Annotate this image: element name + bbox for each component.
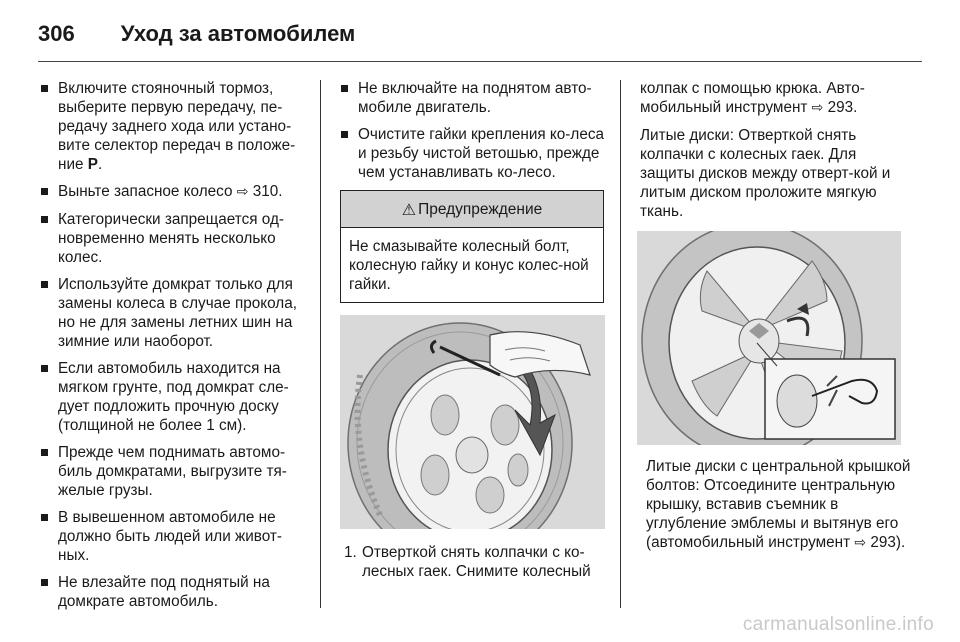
list-item: Включите стояночный тормоз, выберите первую передачу, пе-редачу заднего хода или устано-вите селектор передач в положе-ние P.: [40, 79, 308, 174]
warning-header: [341, 191, 603, 228]
warning-title: Предупреждение: [418, 200, 543, 218]
header-divider: [38, 61, 922, 62]
list-item: В вывешенном автомобиле не должно быть людей или живот-ных.: [40, 508, 308, 565]
warning-triangle-icon: ⚠: [401, 199, 417, 219]
list-item: Используйте домкрат только для замены колеса в случае прокола, но не для замены летних шин на зимние или наоборот.: [40, 275, 308, 351]
wheel-hubcap-hook-drawing: [340, 315, 605, 529]
page-header: [38, 14, 355, 54]
list-item: Очистите гайки крепления ко-леса и резьбу чистой ветошью, прежде чем устанавливать ко-лесо.: [340, 125, 608, 182]
alloy-wheel-drawing: [637, 231, 901, 445]
paragraph: колпак с помощью крюка. Авто-мобильный инструмент ⇨ 293.: [640, 80, 865, 116]
precautions-list: [40, 79, 308, 611]
figure-caption: Литые диски с центральной крышкой болтов: Отсоедините центральную крышку, вставив съемник в углубление эмблемы и вытянув его (автомобильный инструмент ⇨ 293).: [646, 458, 911, 551]
step-item: [340, 543, 608, 581]
column-right: [640, 79, 912, 561]
procedure-steps: [340, 543, 608, 581]
watermark: carmanualsonline.info: [742, 614, 934, 635]
column-divider-2: [620, 80, 621, 608]
warning-box: [340, 190, 604, 303]
paragraph: Литые диски: Отверткой снять колпачки с колесных гаек. Для защиты дисков между отверт-кой и литым диском проложите мягкую ткань.: [640, 127, 891, 220]
page-title: Уход за автомобилем: [120, 21, 356, 46]
column-divider-1: [320, 80, 321, 608]
page-reference-link[interactable]: 293.: [827, 99, 858, 116]
page-reference-icon: ⇨: [854, 535, 867, 551]
gear-letter: P: [87, 156, 98, 173]
page-reference-icon: ⇨: [236, 184, 249, 200]
page-number: 306: [38, 21, 75, 46]
list-item: Не влезайте под поднятый на домкрате автомобиль.: [40, 573, 308, 611]
page-reference-icon: ⇨: [811, 100, 824, 116]
step-text: Отверткой снять колпачки с ко-лесных гаек. Снимите колесный: [362, 544, 591, 580]
column-middle: [340, 79, 608, 581]
step-number: 1.: [344, 544, 357, 561]
warning-text: Не смазывайте колесный болт, колесную гайку и конус колес-ной гайки.: [349, 238, 589, 293]
precautions-list-continued: [340, 79, 608, 182]
page-reference-link[interactable]: 293).: [870, 534, 906, 551]
list-item: Не включайте на поднятом авто-мобиле двигатель.: [340, 79, 608, 117]
page-reference-link[interactable]: 310.: [252, 183, 283, 200]
list-item: Если автомобиль находится на мягком грунте, под домкрат сле-дует подложить прочную доску (толщиной не более 1 см).: [40, 359, 308, 435]
list-item: Категорически запрещается од-новременно менять несколько колес.: [40, 210, 308, 267]
column-left: [40, 79, 308, 619]
wheel-cover-removal-illustration: [340, 315, 605, 529]
list-item: Прежде чем поднимать автомо-биль домкратами, выгрузите тя-желые грузы.: [40, 443, 308, 500]
list-item: Выньте запасное колесо ⇨ 310.: [40, 182, 308, 202]
alloy-wheel-center-cap-illustration: [637, 231, 901, 445]
